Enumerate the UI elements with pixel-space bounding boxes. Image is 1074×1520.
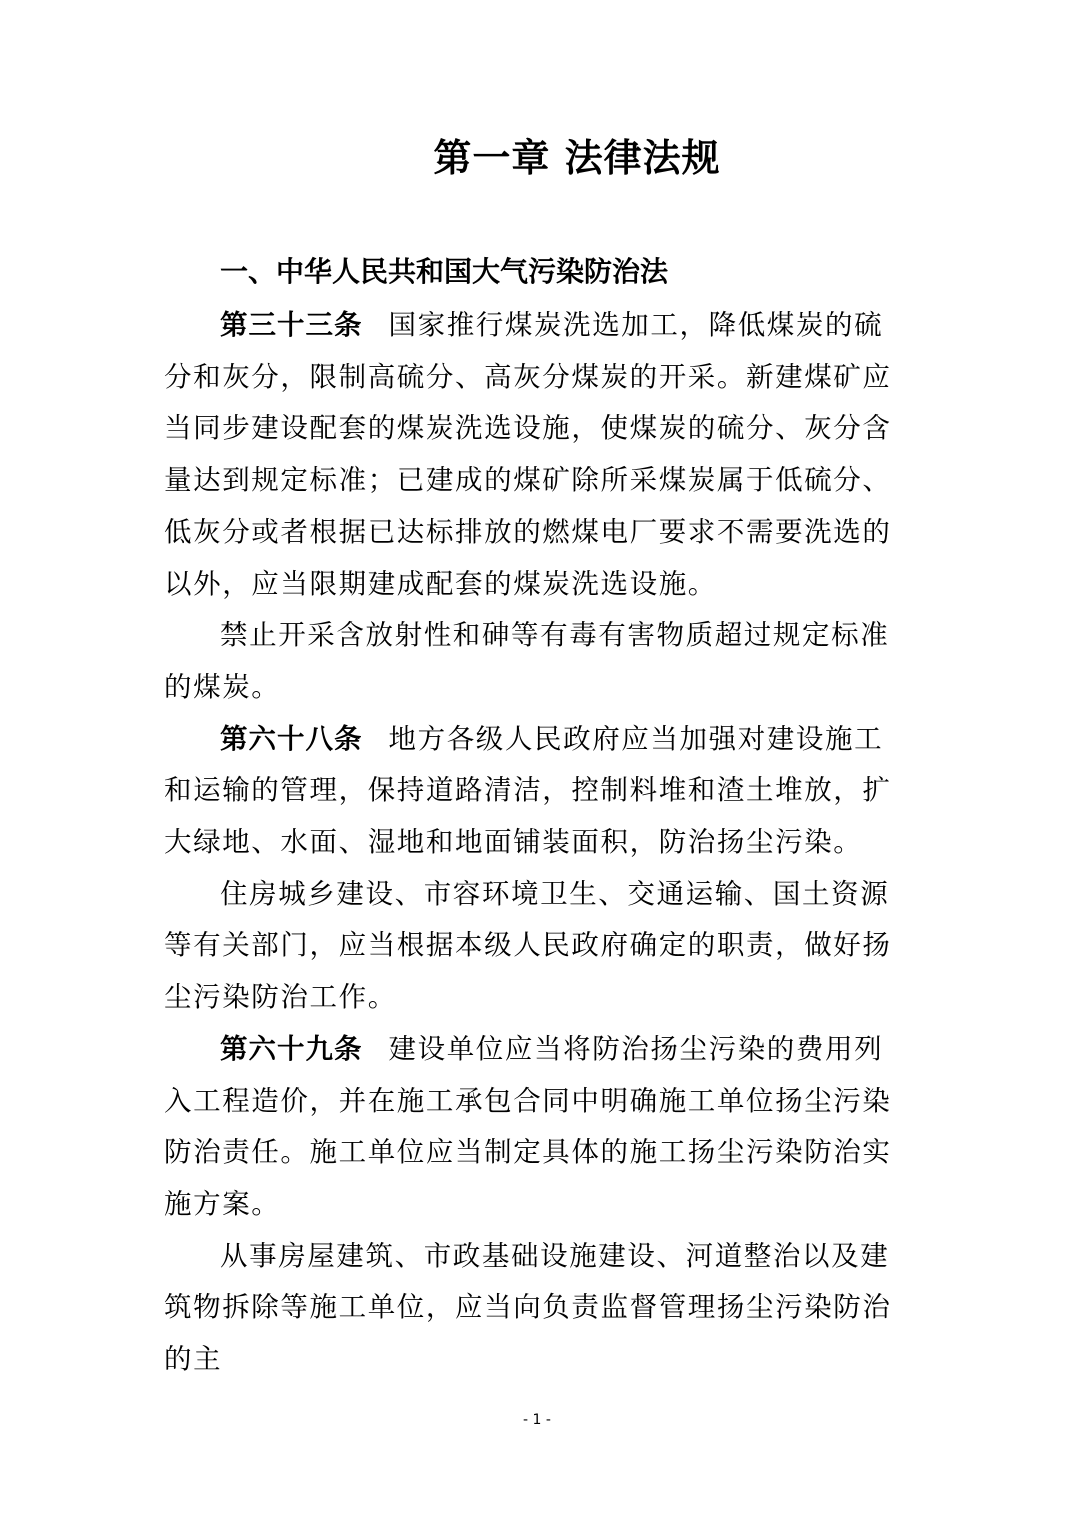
paragraph-text: 住房城乡建设、市容环境卫生、交通运输、国土资源等有关部门，应当根据本级人民政府确定的职责，做好扬尘污染防治工作。	[164, 877, 892, 1014]
paragraph-text: 从事房屋建筑、市政基础设施建设、河道整治以及建筑物拆除等施工单位，应当向负责监督管理扬尘污染防治的主	[164, 1239, 892, 1376]
section-heading: 一、中华人民共和国大气污染防治法	[220, 255, 669, 288]
document-body	[164, 300, 911, 1386]
article-number: 第三十三条	[220, 309, 363, 341]
chapter-title: 第一章 法律法规	[433, 136, 721, 180]
paragraph-text: 建设单位应当将防治扬尘污染的费用列入工程造价，并在施工承包合同中明确施工单位扬尘污染防治责任。施工单位应当制定具体的施工扬尘污染防治实施方案。	[164, 1032, 892, 1220]
paragraph-text: 地方各级人民政府应当加强对建设施工和运输的管理，保持道路清洁，控制料堆和渣土堆放，扩大绿地、水面、湿地和地面铺装面积，防治扬尘污染。	[164, 722, 892, 859]
article-number: 第六十八条	[220, 722, 363, 755]
paragraph-departments	[164, 869, 911, 1024]
paragraph-construction-units	[164, 1231, 911, 1386]
paragraph-article-68	[164, 714, 911, 869]
paragraph-article-69	[164, 1024, 911, 1231]
page-number: - 1 -	[523, 1412, 551, 1428]
paragraph-coal-prohibition	[164, 610, 911, 713]
article-number: 第六十九条	[220, 1032, 363, 1065]
paragraph-text: 禁止开采含放射性和砷等有毒有害物质超过规定标准的煤炭。	[164, 619, 890, 703]
paragraph-article-33	[164, 300, 911, 610]
paragraph-text: 国家推行煤炭洗选加工，降低煤炭的硫分和灰分，限制高硫分、高灰分煤炭的开采。新建煤矿应当同步建设配套的煤炭洗选设施，使煤炭的硫分、灰分含量达到规定标准；已建成的煤矿除所采煤炭属于低硫分、低灰分或者根据已达标排放的燃煤电厂要求不需要洗选的以外，应当限期建成配套的煤炭洗选设施。	[164, 309, 892, 600]
